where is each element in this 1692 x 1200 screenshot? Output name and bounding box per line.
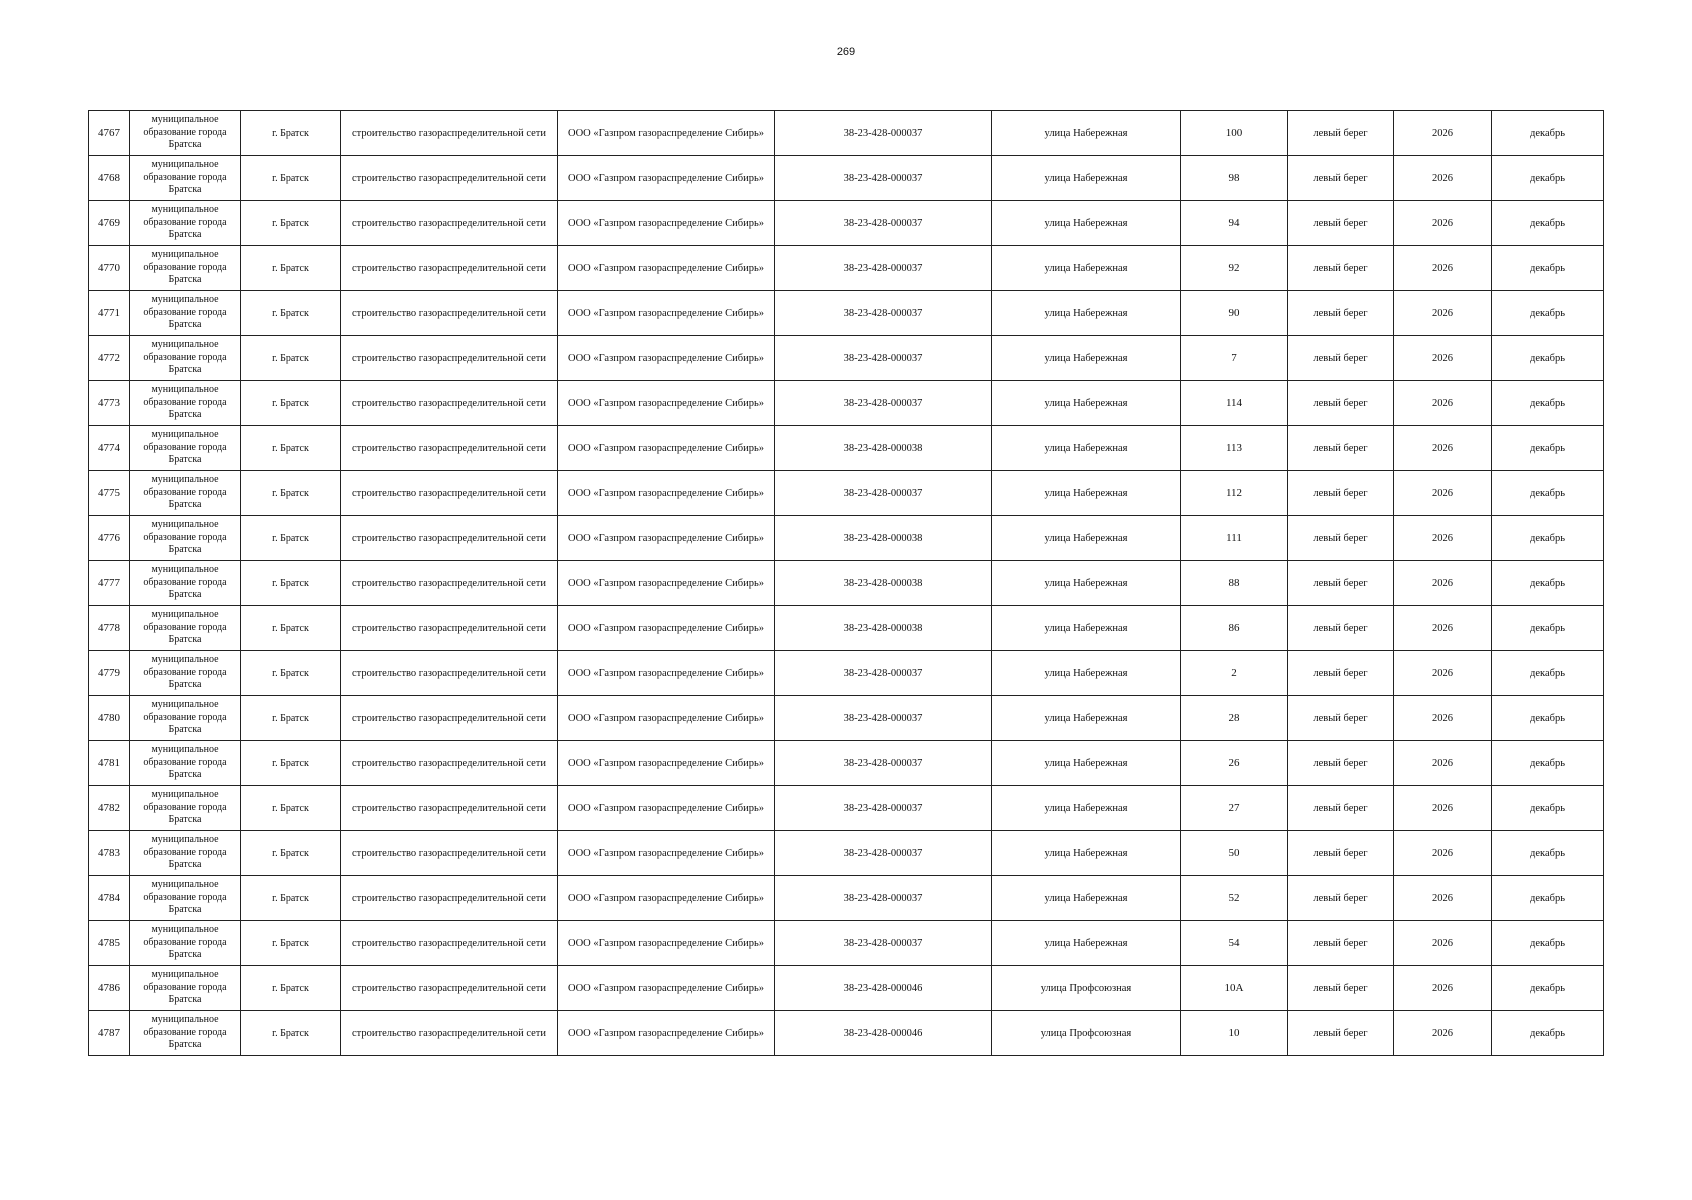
district-cell: левый берег xyxy=(1288,111,1394,156)
settlement-cell: г. Братск xyxy=(241,201,341,246)
cadastral-quarter-cell: 38-23-428-000037 xyxy=(775,831,992,876)
house-number-cell: 100 xyxy=(1181,111,1288,156)
municipality-cell: муниципальное образование города Братска xyxy=(130,111,241,156)
district-cell: левый берег xyxy=(1288,696,1394,741)
work-type-cell: строительство газораспределительной сети xyxy=(341,921,558,966)
cadastral-quarter-cell: 38-23-428-000037 xyxy=(775,876,992,921)
municipality-cell: муниципальное образование города Братска xyxy=(130,786,241,831)
organization-cell: ООО «Газпром газораспределение Сибирь» xyxy=(558,696,775,741)
organization-cell: ООО «Газпром газораспределение Сибирь» xyxy=(558,336,775,381)
cadastral-quarter-cell: 38-23-428-000037 xyxy=(775,921,992,966)
cadastral-quarter-cell: 38-23-428-000037 xyxy=(775,696,992,741)
house-number-cell: 10 xyxy=(1181,1011,1288,1056)
street-cell: улица Набережная xyxy=(992,111,1181,156)
work-type-cell: строительство газораспределительной сети xyxy=(341,471,558,516)
district-cell: левый берег xyxy=(1288,606,1394,651)
district-cell: левый берег xyxy=(1288,471,1394,516)
municipality-cell: муниципальное образование города Братска xyxy=(130,696,241,741)
work-type-cell: строительство газораспределительной сети xyxy=(341,426,558,471)
table-row xyxy=(89,291,1604,336)
street-cell: улица Набережная xyxy=(992,426,1181,471)
work-type-cell: строительство газораспределительной сети xyxy=(341,561,558,606)
month-cell: декабрь xyxy=(1492,966,1604,1011)
organization-cell: ООО «Газпром газораспределение Сибирь» xyxy=(558,201,775,246)
table-row xyxy=(89,921,1604,966)
year-cell: 2026 xyxy=(1394,696,1492,741)
settlement-cell: г. Братск xyxy=(241,381,341,426)
district-cell: левый берег xyxy=(1288,1011,1394,1056)
year-cell: 2026 xyxy=(1394,831,1492,876)
cadastral-quarter-cell: 38-23-428-000038 xyxy=(775,426,992,471)
table-row xyxy=(89,336,1604,381)
year-cell: 2026 xyxy=(1394,561,1492,606)
cadastral-quarter-cell: 38-23-428-000046 xyxy=(775,1011,992,1056)
row-number-cell: 4769 xyxy=(89,201,130,246)
house-number-cell: 111 xyxy=(1181,516,1288,561)
settlement-cell: г. Братск xyxy=(241,426,341,471)
organization-cell: ООО «Газпром газораспределение Сибирь» xyxy=(558,561,775,606)
street-cell: улица Набережная xyxy=(992,831,1181,876)
organization-cell: ООО «Газпром газораспределение Сибирь» xyxy=(558,111,775,156)
street-cell: улица Набережная xyxy=(992,201,1181,246)
row-number-cell: 4770 xyxy=(89,246,130,291)
row-number-cell: 4783 xyxy=(89,831,130,876)
cadastral-quarter-cell: 38-23-428-000037 xyxy=(775,291,992,336)
row-number-cell: 4781 xyxy=(89,741,130,786)
month-cell: декабрь xyxy=(1492,426,1604,471)
row-number-cell: 4784 xyxy=(89,876,130,921)
district-cell: левый берег xyxy=(1288,201,1394,246)
street-cell: улица Набережная xyxy=(992,561,1181,606)
street-cell: улица Набережная xyxy=(992,876,1181,921)
cadastral-quarter-cell: 38-23-428-000037 xyxy=(775,786,992,831)
organization-cell: ООО «Газпром газораспределение Сибирь» xyxy=(558,786,775,831)
house-number-cell: 52 xyxy=(1181,876,1288,921)
work-type-cell: строительство газораспределительной сети xyxy=(341,111,558,156)
month-cell: декабрь xyxy=(1492,336,1604,381)
year-cell: 2026 xyxy=(1394,426,1492,471)
district-cell: левый берег xyxy=(1288,921,1394,966)
municipality-cell: муниципальное образование города Братска xyxy=(130,381,241,426)
month-cell: декабрь xyxy=(1492,606,1604,651)
row-number-cell: 4785 xyxy=(89,921,130,966)
house-number-cell: 27 xyxy=(1181,786,1288,831)
cadastral-quarter-cell: 38-23-428-000046 xyxy=(775,966,992,1011)
organization-cell: ООО «Газпром газораспределение Сибирь» xyxy=(558,516,775,561)
year-cell: 2026 xyxy=(1394,876,1492,921)
settlement-cell: г. Братск xyxy=(241,966,341,1011)
district-cell: левый берег xyxy=(1288,741,1394,786)
municipality-cell: муниципальное образование города Братска xyxy=(130,606,241,651)
year-cell: 2026 xyxy=(1394,201,1492,246)
month-cell: декабрь xyxy=(1492,741,1604,786)
municipality-cell: муниципальное образование города Братска xyxy=(130,831,241,876)
municipality-cell: муниципальное образование города Братска xyxy=(130,741,241,786)
house-number-cell: 113 xyxy=(1181,426,1288,471)
month-cell: декабрь xyxy=(1492,246,1604,291)
organization-cell: ООО «Газпром газораспределение Сибирь» xyxy=(558,876,775,921)
organization-cell: ООО «Газпром газораспределение Сибирь» xyxy=(558,156,775,201)
cadastral-quarter-cell: 38-23-428-000037 xyxy=(775,246,992,291)
row-number-cell: 4782 xyxy=(89,786,130,831)
municipality-cell: муниципальное образование города Братска xyxy=(130,246,241,291)
municipality-cell: муниципальное образование города Братска xyxy=(130,876,241,921)
row-number-cell: 4780 xyxy=(89,696,130,741)
year-cell: 2026 xyxy=(1394,471,1492,516)
house-number-cell: 10А xyxy=(1181,966,1288,1011)
month-cell: декабрь xyxy=(1492,651,1604,696)
table-row xyxy=(89,876,1604,921)
row-number-cell: 4772 xyxy=(89,336,130,381)
settlement-cell: г. Братск xyxy=(241,561,341,606)
work-type-cell: строительство газораспределительной сети xyxy=(341,876,558,921)
street-cell: улица Набережная xyxy=(992,741,1181,786)
district-cell: левый берег xyxy=(1288,246,1394,291)
house-number-cell: 114 xyxy=(1181,381,1288,426)
house-number-cell: 112 xyxy=(1181,471,1288,516)
row-number-cell: 4779 xyxy=(89,651,130,696)
settlement-cell: г. Братск xyxy=(241,291,341,336)
settlement-cell: г. Братск xyxy=(241,336,341,381)
cadastral-quarter-cell: 38-23-428-000037 xyxy=(775,111,992,156)
cadastral-quarter-cell: 38-23-428-000038 xyxy=(775,606,992,651)
cadastral-quarter-cell: 38-23-428-000037 xyxy=(775,741,992,786)
year-cell: 2026 xyxy=(1394,741,1492,786)
street-cell: улица Набережная xyxy=(992,246,1181,291)
register-table xyxy=(88,110,1604,1056)
organization-cell: ООО «Газпром газораспределение Сибирь» xyxy=(558,471,775,516)
house-number-cell: 90 xyxy=(1181,291,1288,336)
settlement-cell: г. Братск xyxy=(241,876,341,921)
year-cell: 2026 xyxy=(1394,246,1492,291)
row-number-cell: 4774 xyxy=(89,426,130,471)
street-cell: улица Профсоюзная xyxy=(992,966,1181,1011)
work-type-cell: строительство газораспределительной сети xyxy=(341,381,558,426)
district-cell: левый берег xyxy=(1288,651,1394,696)
municipality-cell: муниципальное образование города Братска xyxy=(130,921,241,966)
month-cell: декабрь xyxy=(1492,471,1604,516)
work-type-cell: строительство газораспределительной сети xyxy=(341,786,558,831)
street-cell: улица Набережная xyxy=(992,651,1181,696)
year-cell: 2026 xyxy=(1394,1011,1492,1056)
house-number-cell: 28 xyxy=(1181,696,1288,741)
month-cell: декабрь xyxy=(1492,156,1604,201)
house-number-cell: 2 xyxy=(1181,651,1288,696)
settlement-cell: г. Братск xyxy=(241,921,341,966)
month-cell: декабрь xyxy=(1492,696,1604,741)
organization-cell: ООО «Газпром газораспределение Сибирь» xyxy=(558,1011,775,1056)
organization-cell: ООО «Газпром газораспределение Сибирь» xyxy=(558,921,775,966)
year-cell: 2026 xyxy=(1394,786,1492,831)
table-row xyxy=(89,156,1604,201)
municipality-cell: муниципальное образование города Братска xyxy=(130,156,241,201)
table-row xyxy=(89,831,1604,876)
house-number-cell: 88 xyxy=(1181,561,1288,606)
municipality-cell: муниципальное образование города Братска xyxy=(130,471,241,516)
district-cell: левый берег xyxy=(1288,156,1394,201)
table-row xyxy=(89,111,1604,156)
year-cell: 2026 xyxy=(1394,156,1492,201)
street-cell: улица Набережная xyxy=(992,291,1181,336)
municipality-cell: муниципальное образование города Братска xyxy=(130,426,241,471)
row-number-cell: 4771 xyxy=(89,291,130,336)
settlement-cell: г. Братск xyxy=(241,831,341,876)
house-number-cell: 92 xyxy=(1181,246,1288,291)
year-cell: 2026 xyxy=(1394,966,1492,1011)
table-row xyxy=(89,696,1604,741)
street-cell: улица Набережная xyxy=(992,606,1181,651)
settlement-cell: г. Братск xyxy=(241,111,341,156)
district-cell: левый берег xyxy=(1288,516,1394,561)
row-number-cell: 4773 xyxy=(89,381,130,426)
settlement-cell: г. Братск xyxy=(241,741,341,786)
organization-cell: ООО «Газпром газораспределение Сибирь» xyxy=(558,291,775,336)
house-number-cell: 26 xyxy=(1181,741,1288,786)
house-number-cell: 7 xyxy=(1181,336,1288,381)
cadastral-quarter-cell: 38-23-428-000037 xyxy=(775,156,992,201)
house-number-cell: 50 xyxy=(1181,831,1288,876)
page-number: 269 xyxy=(836,46,856,58)
district-cell: левый берег xyxy=(1288,426,1394,471)
cadastral-quarter-cell: 38-23-428-000038 xyxy=(775,561,992,606)
street-cell: улица Набережная xyxy=(992,156,1181,201)
month-cell: декабрь xyxy=(1492,516,1604,561)
year-cell: 2026 xyxy=(1394,921,1492,966)
municipality-cell: муниципальное образование города Братска xyxy=(130,336,241,381)
month-cell: декабрь xyxy=(1492,381,1604,426)
district-cell: левый берег xyxy=(1288,381,1394,426)
work-type-cell: строительство газораспределительной сети xyxy=(341,696,558,741)
street-cell: улица Набережная xyxy=(992,336,1181,381)
year-cell: 2026 xyxy=(1394,111,1492,156)
district-cell: левый берег xyxy=(1288,561,1394,606)
month-cell: декабрь xyxy=(1492,111,1604,156)
table-row xyxy=(89,786,1604,831)
table-row xyxy=(89,606,1604,651)
month-cell: декабрь xyxy=(1492,201,1604,246)
work-type-cell: строительство газораспределительной сети xyxy=(341,246,558,291)
cadastral-quarter-cell: 38-23-428-000037 xyxy=(775,651,992,696)
row-number-cell: 4778 xyxy=(89,606,130,651)
municipality-cell: муниципальное образование города Братска xyxy=(130,561,241,606)
settlement-cell: г. Братск xyxy=(241,246,341,291)
month-cell: декабрь xyxy=(1492,876,1604,921)
cadastral-quarter-cell: 38-23-428-000037 xyxy=(775,201,992,246)
settlement-cell: г. Братск xyxy=(241,606,341,651)
table-row xyxy=(89,651,1604,696)
municipality-cell: муниципальное образование города Братска xyxy=(130,516,241,561)
street-cell: улица Набережная xyxy=(992,381,1181,426)
year-cell: 2026 xyxy=(1394,291,1492,336)
table-row xyxy=(89,471,1604,516)
district-cell: левый берег xyxy=(1288,291,1394,336)
work-type-cell: строительство газораспределительной сети xyxy=(341,336,558,381)
district-cell: левый берег xyxy=(1288,966,1394,1011)
organization-cell: ООО «Газпром газораспределение Сибирь» xyxy=(558,426,775,471)
house-number-cell: 86 xyxy=(1181,606,1288,651)
work-type-cell: строительство газораспределительной сети xyxy=(341,741,558,786)
settlement-cell: г. Братск xyxy=(241,156,341,201)
cadastral-quarter-cell: 38-23-428-000038 xyxy=(775,516,992,561)
cadastral-quarter-cell: 38-23-428-000037 xyxy=(775,336,992,381)
district-cell: левый берег xyxy=(1288,786,1394,831)
street-cell: улица Набережная xyxy=(992,696,1181,741)
table-row xyxy=(89,426,1604,471)
house-number-cell: 98 xyxy=(1181,156,1288,201)
street-cell: улица Профсоюзная xyxy=(992,1011,1181,1056)
row-number-cell: 4776 xyxy=(89,516,130,561)
municipality-cell: муниципальное образование города Братска xyxy=(130,201,241,246)
row-number-cell: 4767 xyxy=(89,111,130,156)
street-cell: улица Набережная xyxy=(992,471,1181,516)
work-type-cell: строительство газораспределительной сети xyxy=(341,966,558,1011)
work-type-cell: строительство газораспределительной сети xyxy=(341,606,558,651)
row-number-cell: 4775 xyxy=(89,471,130,516)
street-cell: улица Набережная xyxy=(992,921,1181,966)
settlement-cell: г. Братск xyxy=(241,1011,341,1056)
district-cell: левый берег xyxy=(1288,336,1394,381)
house-number-cell: 94 xyxy=(1181,201,1288,246)
row-number-cell: 4787 xyxy=(89,1011,130,1056)
work-type-cell: строительство газораспределительной сети xyxy=(341,156,558,201)
work-type-cell: строительство газораспределительной сети xyxy=(341,291,558,336)
organization-cell: ООО «Газпром газораспределение Сибирь» xyxy=(558,606,775,651)
month-cell: декабрь xyxy=(1492,921,1604,966)
month-cell: декабрь xyxy=(1492,831,1604,876)
year-cell: 2026 xyxy=(1394,651,1492,696)
organization-cell: ООО «Газпром газораспределение Сибирь» xyxy=(558,966,775,1011)
table-row xyxy=(89,516,1604,561)
district-cell: левый берег xyxy=(1288,876,1394,921)
cadastral-quarter-cell: 38-23-428-000037 xyxy=(775,381,992,426)
year-cell: 2026 xyxy=(1394,381,1492,426)
table-row xyxy=(89,1011,1604,1056)
table-row xyxy=(89,381,1604,426)
settlement-cell: г. Братск xyxy=(241,471,341,516)
row-number-cell: 4786 xyxy=(89,966,130,1011)
organization-cell: ООО «Газпром газораспределение Сибирь» xyxy=(558,831,775,876)
year-cell: 2026 xyxy=(1394,336,1492,381)
table-row xyxy=(89,246,1604,291)
municipality-cell: муниципальное образование города Братска xyxy=(130,966,241,1011)
month-cell: декабрь xyxy=(1492,786,1604,831)
settlement-cell: г. Братск xyxy=(241,786,341,831)
organization-cell: ООО «Газпром газораспределение Сибирь» xyxy=(558,246,775,291)
year-cell: 2026 xyxy=(1394,516,1492,561)
row-number-cell: 4777 xyxy=(89,561,130,606)
street-cell: улица Набережная xyxy=(992,786,1181,831)
street-cell: улица Набережная xyxy=(992,516,1181,561)
organization-cell: ООО «Газпром газораспределение Сибирь» xyxy=(558,651,775,696)
work-type-cell: строительство газораспределительной сети xyxy=(341,651,558,696)
municipality-cell: муниципальное образование города Братска xyxy=(130,1011,241,1056)
work-type-cell: строительство газораспределительной сети xyxy=(341,516,558,561)
table-row xyxy=(89,561,1604,606)
settlement-cell: г. Братск xyxy=(241,696,341,741)
row-number-cell: 4768 xyxy=(89,156,130,201)
month-cell: декабрь xyxy=(1492,291,1604,336)
table-row xyxy=(89,201,1604,246)
table-row xyxy=(89,966,1604,1011)
district-cell: левый берег xyxy=(1288,831,1394,876)
month-cell: декабрь xyxy=(1492,1011,1604,1056)
municipality-cell: муниципальное образование города Братска xyxy=(130,651,241,696)
municipality-cell: муниципальное образование города Братска xyxy=(130,291,241,336)
register-body xyxy=(89,111,1604,1056)
cadastral-quarter-cell: 38-23-428-000037 xyxy=(775,471,992,516)
table-row xyxy=(89,741,1604,786)
organization-cell: ООО «Газпром газораспределение Сибирь» xyxy=(558,741,775,786)
settlement-cell: г. Братск xyxy=(241,651,341,696)
month-cell: декабрь xyxy=(1492,561,1604,606)
house-number-cell: 54 xyxy=(1181,921,1288,966)
work-type-cell: строительство газораспределительной сети xyxy=(341,1011,558,1056)
work-type-cell: строительство газораспределительной сети xyxy=(341,831,558,876)
year-cell: 2026 xyxy=(1394,606,1492,651)
organization-cell: ООО «Газпром газораспределение Сибирь» xyxy=(558,381,775,426)
settlement-cell: г. Братск xyxy=(241,516,341,561)
work-type-cell: строительство газораспределительной сети xyxy=(341,201,558,246)
